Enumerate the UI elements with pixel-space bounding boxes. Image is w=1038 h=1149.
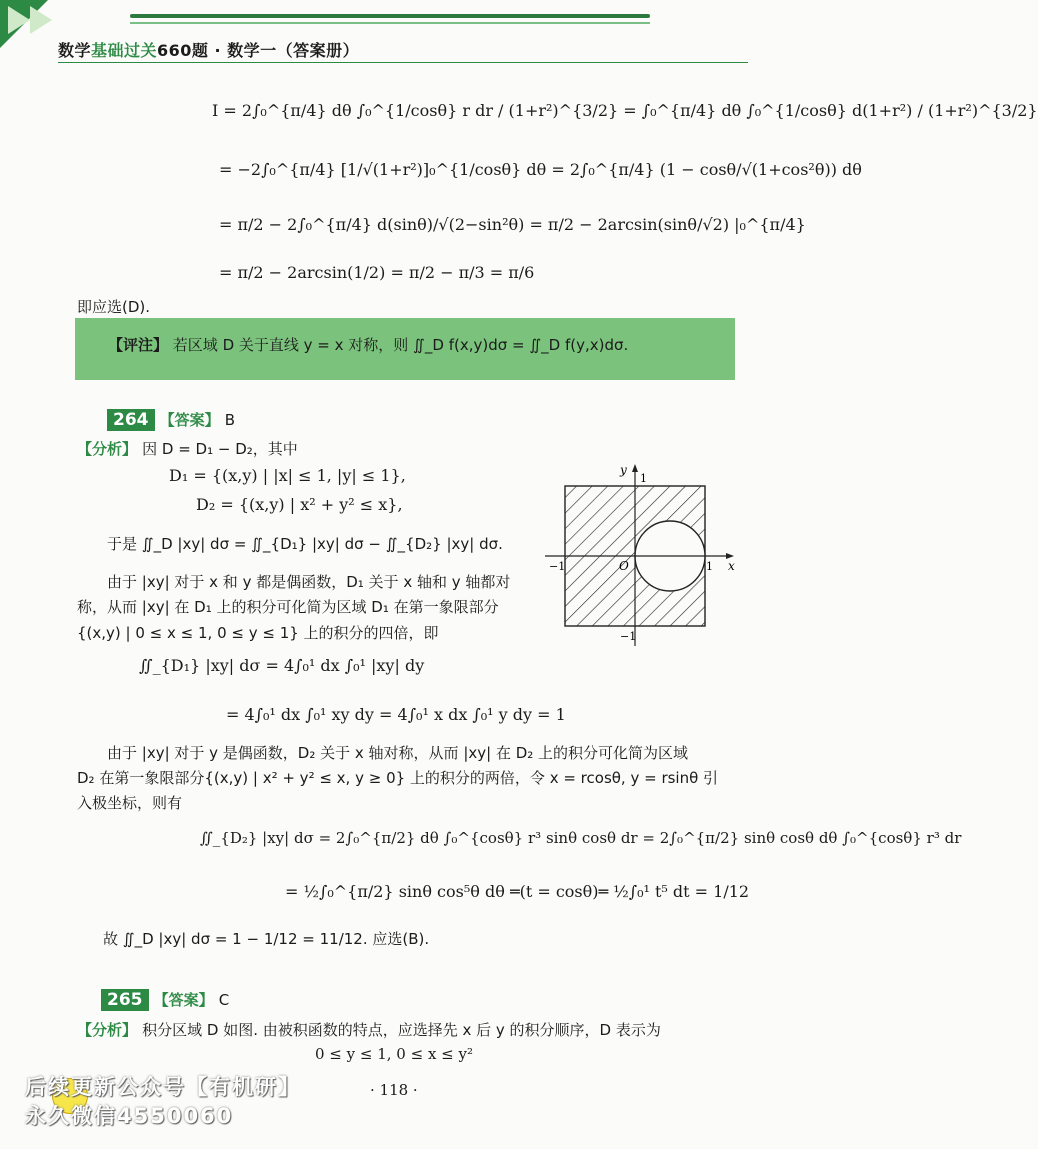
q264-p7: D₂ 在第一象限部分{(x,y) | x² + y² ≤ x, y ≥ 0} 上的积分的两倍，令 x = rcosθ, y = rsinθ 引 (77, 769, 719, 787)
header-decor-line (130, 14, 650, 18)
header-rule (58, 62, 748, 63)
watermark-line-1: 后续更新公众号【有机研】 (25, 1075, 301, 1099)
book-title: 数学基础过关660题 · 数学一（答案册） (58, 41, 360, 60)
q264-p9: 故 ∬_D |xy| dσ = 1 − 1/12 = 11/12. 应选(B). (103, 930, 430, 948)
derivation-line-2: = −2∫₀^{π/4} [1/√(1+r²)]₀^{1/cosθ} dθ = 2∫₀^{π/4} (1 − cosθ/√(1+cos²θ)) dθ (219, 160, 862, 179)
q265-analysis-tag: 【分析】 (77, 1021, 138, 1039)
q264-number: 264 (107, 409, 155, 431)
q264-p3: 由于 |xy| 对于 x 和 y 都是偶函数，D₁ 关于 x 轴和 y 轴都对 (107, 573, 511, 591)
conclusion-text: 即应选(D). (77, 298, 151, 316)
q264-p6: 由于 |xy| 对于 y 是偶函数，D₂ 关于 x 轴对称，从而 |xy| 在 D₂ 上的积分可化简为区域 (107, 744, 689, 762)
q264-p5: {(x,y) | 0 ≤ x ≤ 1, 0 ≤ y ≤ 1} 上的积分的四倍，即 (77, 624, 439, 642)
q265-p2: 0 ≤ y ≤ 1, 0 ≤ x ≤ y² (315, 1045, 474, 1063)
q264-analysis-tag: 【分析】 (77, 440, 138, 458)
q264-d1: D₁ = {(x,y) | |x| ≤ 1, |y| ≤ 1}, (169, 466, 406, 485)
remark-content (108, 334, 628, 355)
remark-text: 若区域 D 关于直线 y = x 对称，则 ∬_D f(x,y)dσ = ∬_D f(y,x)dσ. (172, 336, 629, 354)
watermark-line-2: 永久微信4550060 (25, 1104, 234, 1128)
q264-analysis-p1: 因 D = D₁ − D₂，其中 (142, 440, 298, 458)
region-figure (540, 460, 740, 650)
x-axis-label: x (728, 559, 735, 573)
q264-answer: B (224, 411, 235, 429)
header-play-icon-2 (30, 6, 52, 34)
q265-analysis-p1: 积分区域 D 如图. 由被积函数的特点，应选择先 x 后 y 的积分顺序，D 表示为 (142, 1021, 661, 1039)
q264-d2: D₂ = {(x,y) | x² + y² ≤ x}, (196, 495, 403, 514)
tick-label-right: 1 (706, 560, 713, 573)
header-decor-line-thin (130, 22, 650, 24)
tick-label-left: −1 (549, 560, 566, 573)
q264-header (107, 409, 235, 430)
q264-p2: 于是 ∬_D |xy| dσ = ∬_{D₁} |xy| dσ − ∬_{D₂} |xy| dσ. (107, 535, 503, 553)
tick-label-top: 1 (640, 472, 647, 485)
q264-e4: = ½∫₀^{π/2} sinθ cos⁵θ dθ ═(t = cosθ)═ ½∫₀¹ t⁵ dt = 1/12 (285, 882, 750, 901)
q264-p4: 称，从而 |xy| 在 D₁ 上的积分可化简为区域 D₁ 在第一象限部分 (77, 598, 499, 616)
derivation-line-3: = π/2 − 2∫₀^{π/4} d(sinθ)/√(2−sin²θ) = π/2 − 2arcsin(sinθ/√2) |₀^{π/4} (219, 215, 806, 234)
q264-e1: ∬_{D₁} |xy| dσ = 4∫₀¹ dx ∫₀¹ |xy| dy (139, 656, 425, 675)
y-axis-arrow-icon (632, 464, 638, 472)
q265-answer: C (218, 991, 230, 1009)
remark-tag: 【评注】 (108, 336, 169, 354)
q264-analysis-line (77, 438, 298, 459)
page-number: · 118 · (370, 1081, 418, 1099)
q264-p8: 入极坐标，则有 (77, 794, 183, 812)
y-axis-label: y (620, 463, 627, 477)
tick-label-bottom: −1 (620, 630, 637, 643)
q265-number: 265 (101, 989, 149, 1011)
derivation-line-1: I = 2∫₀^{π/4} dθ ∫₀^{1/cosθ} r dr / (1+r²)^{3/2} = ∫₀^{π/4} dθ ∫₀^{1/cosθ} d(1+r²) / (1+r²)^{3/2} (212, 101, 1038, 120)
origin-label: O (619, 559, 629, 573)
q264-e3: ∬_{D₂} |xy| dσ = 2∫₀^{π/2} dθ ∫₀^{cosθ} r³ sinθ cosθ dr = 2∫₀^{π/2} sinθ cosθ dθ ∫₀^{cosθ} r³ dr (200, 829, 962, 847)
header-play-icon (8, 6, 30, 34)
q264-answer-tag: 【答案】 (159, 411, 220, 429)
q265-analysis-line (77, 1019, 661, 1040)
q264-e2: = 4∫₀¹ dx ∫₀¹ xy dy = 4∫₀¹ x dx ∫₀¹ y dy = 1 (226, 705, 566, 724)
q265-header (101, 989, 229, 1010)
q265-answer-tag: 【答案】 (153, 991, 214, 1009)
derivation-line-4: = π/2 − 2arcsin(1/2) = π/2 − π/3 = π/6 (219, 263, 535, 282)
